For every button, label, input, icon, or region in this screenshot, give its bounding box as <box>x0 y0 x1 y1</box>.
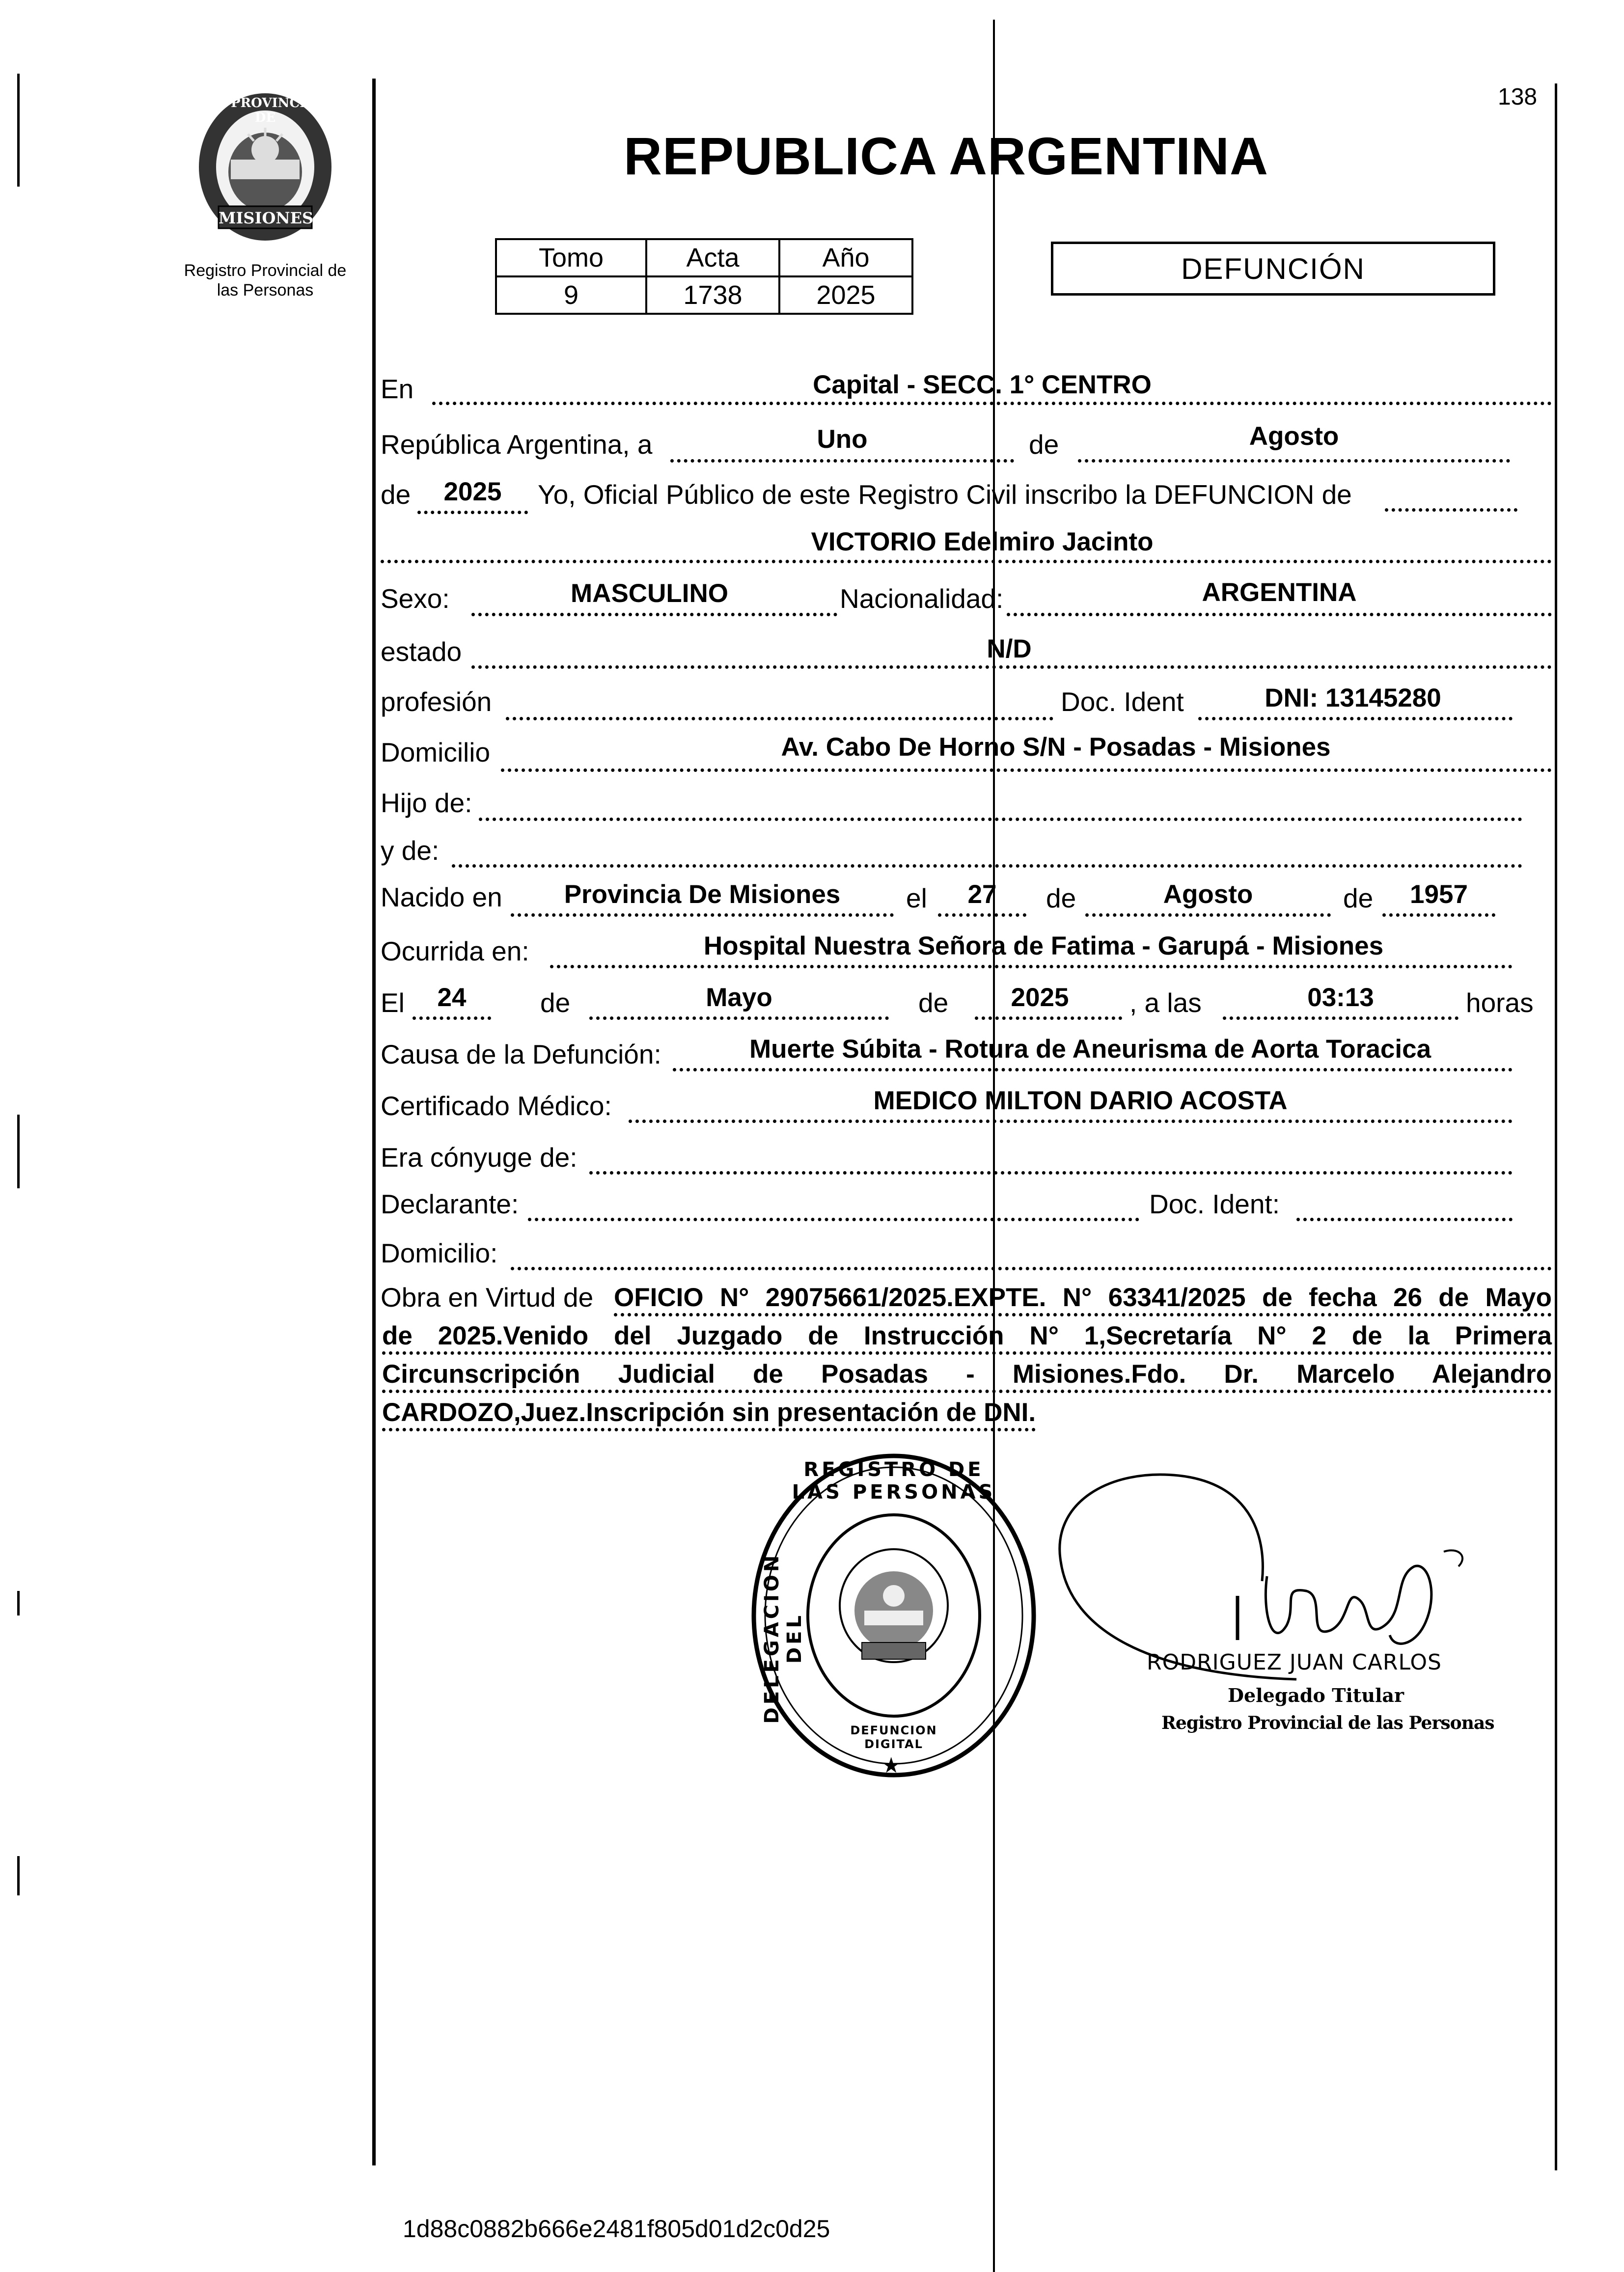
obra-line-1: OFICIO N° 29075661/2025.EXPTE. N° 63341/2025 de fecha 26 de Mayo <box>614 1283 1552 1316</box>
nacido-value: Provincia De Misiones <box>564 880 841 909</box>
estado-value: N/D <box>987 634 1032 663</box>
registry-logo <box>192 86 339 248</box>
el2-label: El <box>381 987 405 1018</box>
edge-mark <box>17 1856 20 1895</box>
de6-label: de <box>918 987 949 1018</box>
year-line <box>417 511 528 514</box>
death-month: Mayo <box>706 983 772 1012</box>
yde-line <box>452 864 1522 868</box>
seal-left-text: DELEGACION DEL <box>761 1552 806 1724</box>
death-year-line <box>975 1016 1122 1020</box>
certificado-line <box>629 1120 1513 1123</box>
yde-label: y de: <box>381 835 440 866</box>
statement-line <box>1385 508 1517 512</box>
act-type: DEFUNCIÓN <box>1181 252 1365 285</box>
certificado-label: Certificado Médico: <box>381 1091 612 1121</box>
de-label: de <box>1029 429 1059 460</box>
month-line <box>1078 459 1510 463</box>
death-day-line <box>413 1016 491 1020</box>
conyuge-line <box>589 1171 1513 1175</box>
birth-year: 1957 <box>1410 880 1468 909</box>
estado-line <box>471 665 1552 669</box>
nacionalidad-label: Nacionalidad: <box>840 583 1004 614</box>
edge-mark <box>17 1591 20 1615</box>
logo-text-bottom: MISIONES <box>219 209 314 227</box>
registry-name-line2: las Personas <box>217 281 314 300</box>
obra-label: Obra en Virtud de <box>381 1282 594 1313</box>
seal-star: ★ <box>881 1753 901 1778</box>
death-time-line <box>1223 1016 1459 1020</box>
domicilio-value: Av. Cabo De Horno S/N - Posadas - Misiones <box>781 733 1331 762</box>
left-margin-rule <box>372 79 376 2165</box>
de5-label: de <box>540 987 571 1018</box>
year-value: 2025 <box>443 477 502 506</box>
domicilio-label: Domicilio <box>381 737 491 767</box>
page-number: 138 <box>1498 84 1538 110</box>
causa-line <box>673 1068 1513 1071</box>
death-year: 2025 <box>1011 983 1069 1012</box>
sexo-line <box>471 613 837 616</box>
deceased-name: VICTORIO Edelmiro Jacinto <box>811 527 1154 556</box>
birth-day: 27 <box>967 880 997 909</box>
profesion-label: profesión <box>381 686 492 717</box>
domicilio2-line <box>511 1267 1552 1270</box>
signatory-name: RODRIGUEZ JUAN CARLOS <box>1147 1650 1442 1675</box>
seal-inner-text: DEFUNCION DIGITAL <box>850 1724 937 1751</box>
obra-line-2: de 2025.Venido del Juzgado de Instrucción N° 1,Secretaría N° 2 de la Primera <box>382 1321 1552 1355</box>
nacionalidad-value: ARGENTINA <box>1202 578 1357 607</box>
document-hash: 1d88c0882b666e2481f805d01d2c0d25 <box>403 2215 830 2243</box>
domicilio2-label: Domicilio: <box>381 1238 498 1268</box>
sexo-label: Sexo: <box>381 583 450 614</box>
book-record-table <box>495 238 913 315</box>
causa-value: Muerte Súbita - Rotura de Aneurisma de Aorta Toracica <box>749 1035 1431 1064</box>
seal-top-text: REGISTRO DE LAS PERSONAS <box>792 1458 996 1504</box>
estado-label: estado <box>381 636 462 667</box>
sexo-value: MASCULINO <box>571 579 728 608</box>
registry-name-line1: Registro Provincial de <box>184 261 347 280</box>
obra-line-4: CARDOZO,Juez.Inscripción sin presentación de DNI. <box>382 1397 1036 1431</box>
day-value: Uno <box>817 425 868 454</box>
acta-header: Acta <box>646 239 779 276</box>
doc-ident-label: Doc. Ident <box>1061 686 1184 717</box>
republica-label: República Argentina, a <box>381 429 653 460</box>
el-label: el <box>906 883 927 913</box>
ocurrida-value: Hospital Nuestra Señora de Fatima - Garupá - Misiones <box>703 931 1384 960</box>
birth-year-line <box>1382 913 1495 917</box>
signatory-office: Registro Provincial de las Personas <box>1161 1713 1494 1733</box>
center-fold-line <box>993 20 995 2272</box>
death-month-line <box>589 1016 889 1020</box>
doc-ident-value: DNI: 13145280 <box>1265 684 1441 712</box>
day-line <box>670 459 1014 463</box>
acta-value: 1738 <box>646 276 779 314</box>
tomo-value: 9 <box>496 276 646 314</box>
hijo-label: Hijo de: <box>381 788 472 818</box>
death-day: 24 <box>437 983 467 1012</box>
birth-month-line <box>1085 913 1331 917</box>
doc-ident2-line <box>1296 1218 1513 1221</box>
alas-label: , a las <box>1129 987 1202 1018</box>
profesion-line <box>506 717 1053 720</box>
declarante-label: Declarante: <box>381 1189 519 1219</box>
domicilio-line <box>501 768 1552 772</box>
birth-month: Agosto <box>1163 880 1253 909</box>
conyuge-label: Era cónyuge de: <box>381 1142 578 1173</box>
page-title: REPUBLICA ARGENTINA <box>624 126 1268 186</box>
act-type-box <box>1051 242 1495 296</box>
ocurrida-line <box>550 965 1513 968</box>
statement: Yo, Oficial Público de este Registro Civil inscribo la DEFUNCION de <box>538 479 1352 510</box>
nacionalidad-line <box>1007 613 1552 616</box>
nacido-line <box>511 913 894 917</box>
tomo-header: Tomo <box>496 239 646 276</box>
en-line <box>432 402 1552 405</box>
obra-line-3: Circunscripción Judicial de Posadas - Misiones.Fdo. Dr. Marcelo Alejandro <box>382 1359 1552 1393</box>
anio-value: 2025 <box>779 276 912 314</box>
name-line <box>381 560 1552 563</box>
edge-mark <box>17 74 20 187</box>
signatory-role: Delegado Titular <box>1228 1684 1404 1706</box>
hijo-line <box>479 818 1522 821</box>
doc-ident-line <box>1198 717 1513 720</box>
right-margin-rule <box>1555 83 1557 2170</box>
ocurrida-label: Ocurrida en: <box>381 936 529 966</box>
logo-text-top: PROVINCIA DE <box>231 96 316 125</box>
anio-header: Año <box>779 239 912 276</box>
month-value: Agosto <box>1249 422 1339 451</box>
death-time: 03:13 <box>1307 983 1374 1012</box>
horas-label: horas <box>1466 987 1534 1018</box>
delegation-seal <box>746 1449 1041 1782</box>
edge-mark <box>17 1115 20 1188</box>
de2-label: de <box>381 479 411 510</box>
causa-label: Causa de la Defunción: <box>381 1039 661 1069</box>
de3-label: de <box>1046 883 1076 913</box>
certificado-value: MEDICO MILTON DARIO ACOSTA <box>873 1086 1288 1115</box>
birth-day-line <box>938 913 1026 917</box>
en-label: En <box>381 374 414 404</box>
declarante-line <box>528 1218 1139 1221</box>
en-value: Capital - SECC. 1° CENTRO <box>813 370 1152 399</box>
nacido-label: Nacido en <box>381 882 502 912</box>
doc-ident2-label: Doc. Ident: <box>1149 1189 1280 1219</box>
de4-label: de <box>1343 883 1374 913</box>
